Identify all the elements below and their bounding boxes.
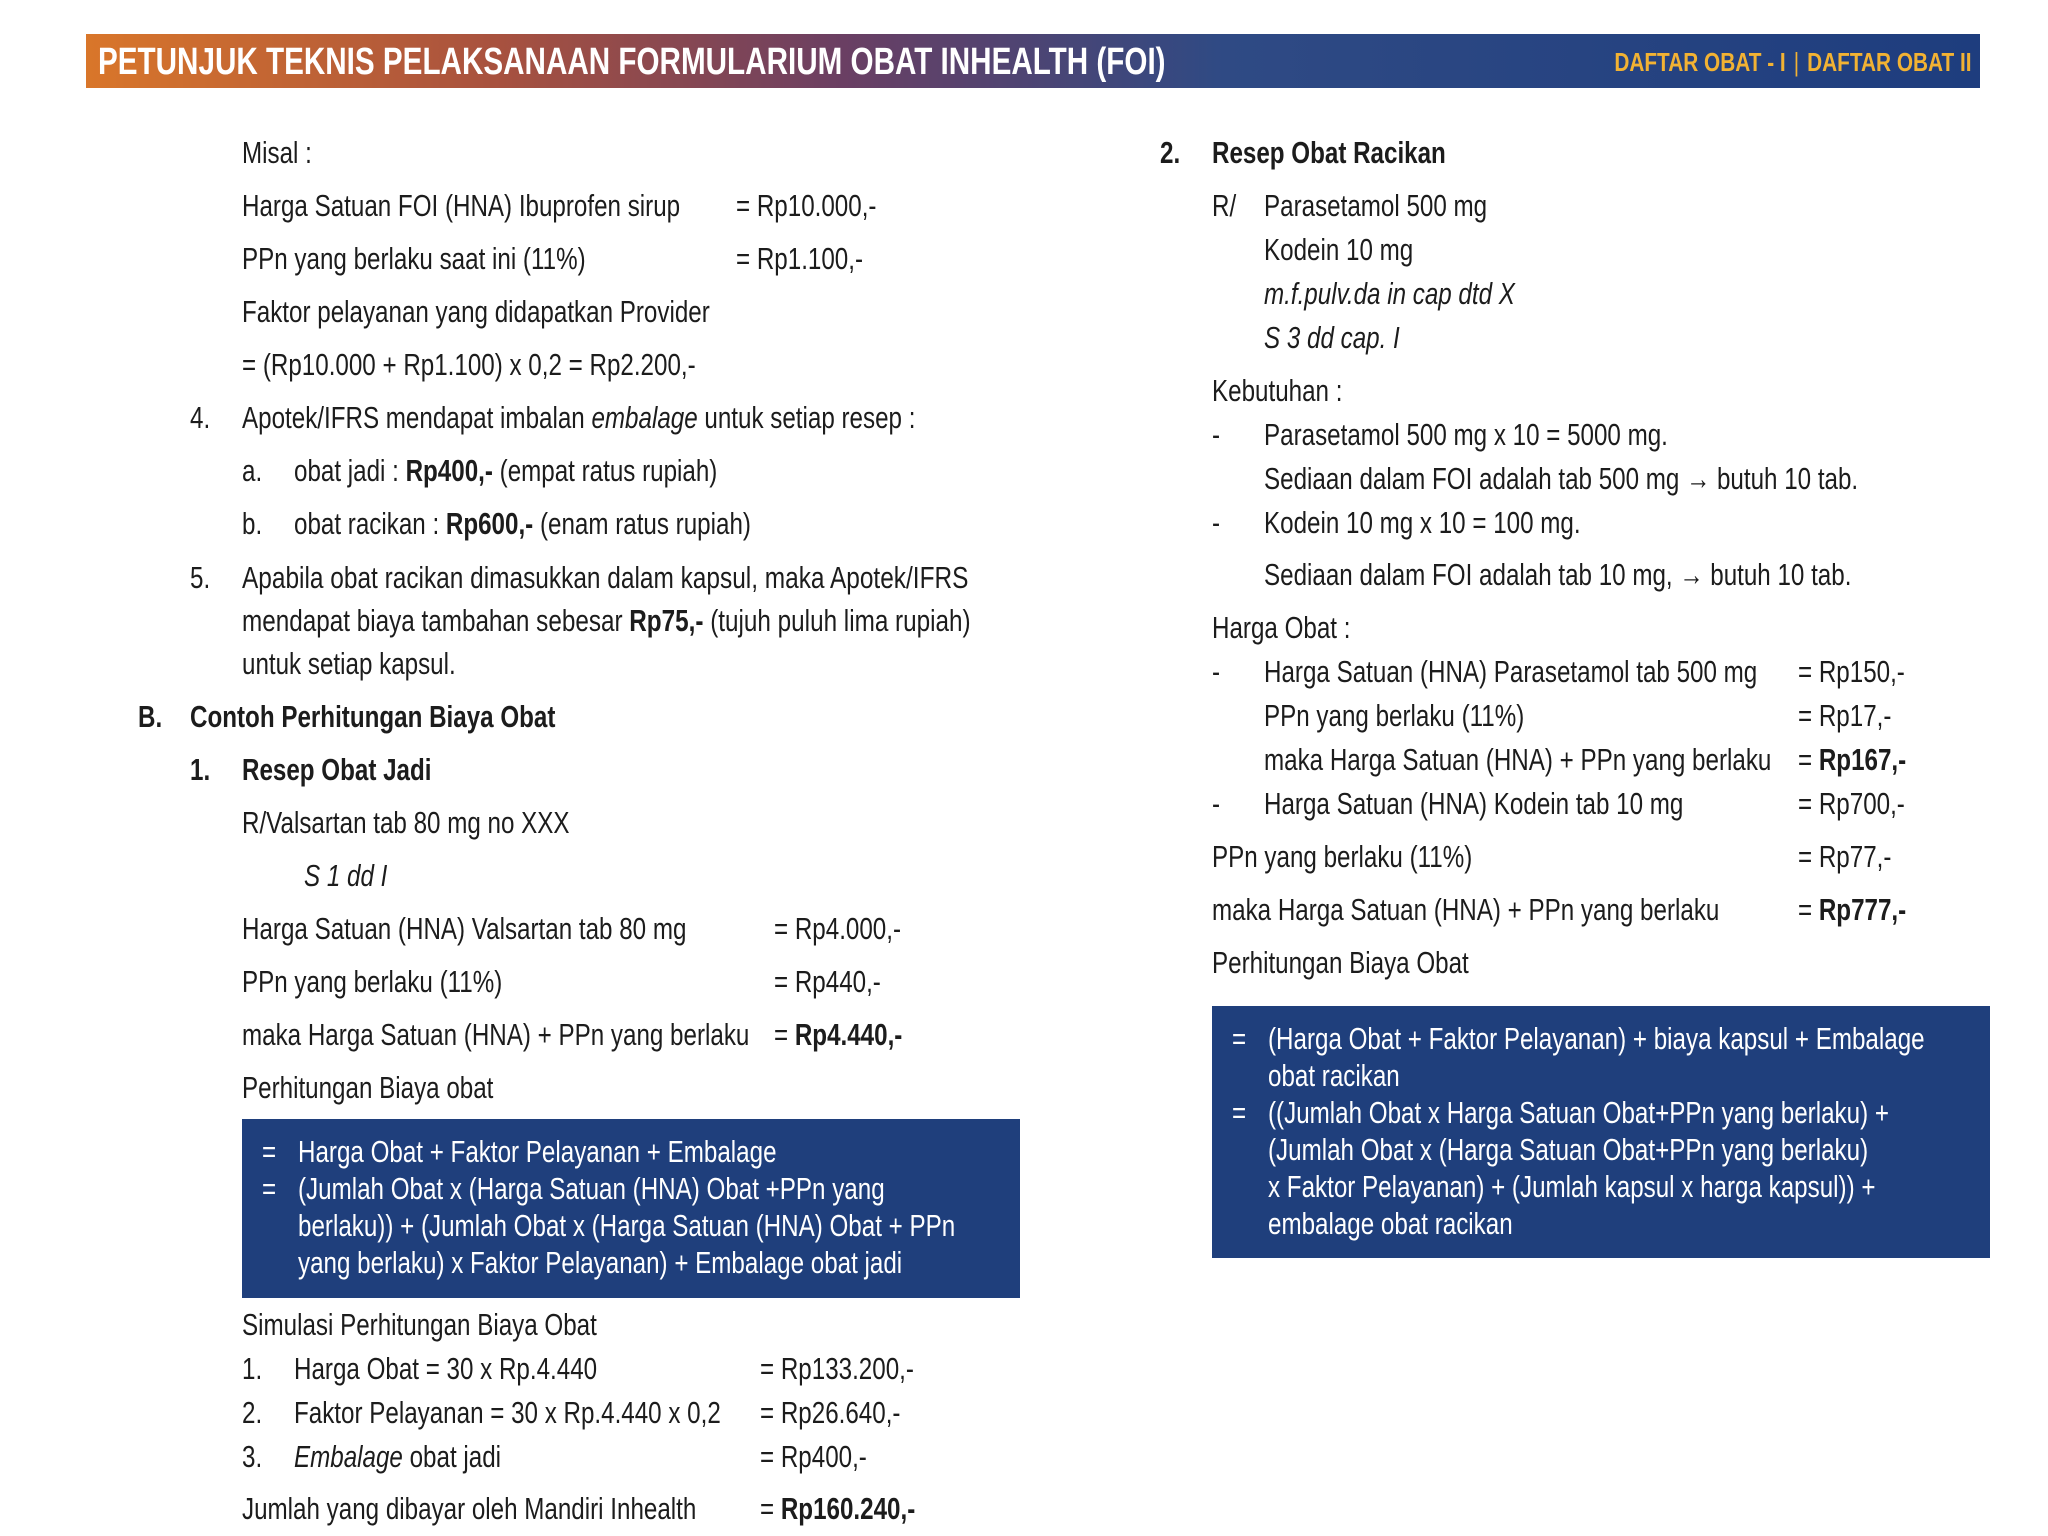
recipe-prefix: R/ <box>1212 188 1237 223</box>
drug-price-value-5: = Rp77,- <box>1798 839 1892 874</box>
subsection-2-number: 2. <box>1160 135 1181 170</box>
formula-line-1: Harga Obat + Faktor Pelayanan + Embalage <box>298 1134 777 1169</box>
example-value-1: = Rp10.000,- <box>736 188 877 223</box>
item-4-text: Apotek/IFRS mendapat imbalan embalage untuk setiap resep : <box>242 400 916 435</box>
drug-price-title: Harga Obat : <box>1212 610 1351 645</box>
recipe-line-4: S 3 dd cap. I <box>1264 320 1400 355</box>
drug-price-label-3: maka Harga Satuan (HNA) + PPn yang berlaku <box>1264 742 1772 777</box>
sim-2-label: Faktor Pelayanan = 30 x Rp.4.440 x 0,2 <box>294 1395 721 1430</box>
recipe-line-1: Parasetamol 500 mg <box>1264 188 1488 223</box>
formula-line-3: berlaku)) + (Jumlah Obat x (Harga Satuan (HNA) Obat + PPn <box>298 1208 956 1243</box>
page-header-bar <box>86 34 1980 88</box>
formula-line-4: yang berlaku) x Faktor Pelayanan) + Embalage obat jadi <box>298 1245 903 1280</box>
drug-price-label-4: Harga Satuan (HNA) Kodein tab 10 mg <box>1264 786 1684 821</box>
section-b-title: Contoh Perhitungan Biaya Obat <box>190 699 556 734</box>
simulation-title: Simulasi Perhitungan Biaya Obat <box>242 1307 597 1342</box>
drug-price-label-6: maka Harga Satuan (HNA) + PPn yang berlaku <box>1212 892 1720 927</box>
price-value-3: = Rp4.440,- <box>774 1017 903 1052</box>
formula-r-eq-2: = <box>1232 1095 1247 1130</box>
price-value-2: = Rp440,- <box>774 964 881 999</box>
needs-dash-1: - <box>1212 417 1221 452</box>
formula-r-line-5: x Faktor Pelayanan) + (Jumlah kapsul x harga kapsul)) + <box>1268 1169 1876 1204</box>
needs-line-1b: Sediaan dalam FOI adalah tab 500 mg → butuh 10 tab. <box>1264 461 1859 496</box>
price-value-1: = Rp4.000,- <box>774 911 902 946</box>
formula-r-eq-1: = <box>1232 1021 1247 1056</box>
sim-3-label: Embalage obat jadi <box>294 1439 502 1474</box>
item-5-number: 5. <box>190 560 211 595</box>
needs-title: Kebutuhan : <box>1212 373 1343 408</box>
example-value-2: = Rp1.100,- <box>736 241 864 276</box>
arrow-right-icon: → <box>1686 461 1711 496</box>
sim-1-number: 1. <box>242 1351 263 1386</box>
total-value: = Rp160.240,- <box>760 1491 916 1526</box>
header-nav <box>1615 44 1972 80</box>
item-5-line-2: mendapat biaya tambahan sebesar Rp75,- (tujuh puluh lima rupiah) <box>242 603 971 638</box>
price-dash-2: - <box>1212 786 1221 821</box>
item-5-line-3: untuk setiap kapsul. <box>242 646 456 681</box>
sim-2-value: = Rp26.640,- <box>760 1395 901 1430</box>
item-4a-text: obat jadi : Rp400,- (empat ratus rupiah) <box>294 453 718 488</box>
price-label-2: PPn yang berlaku (11%) <box>242 964 503 999</box>
item-4a-letter: a. <box>242 453 263 488</box>
drug-price-value-3: = Rp167,- <box>1798 742 1907 777</box>
section-b-letter: B. <box>138 699 163 734</box>
formula-eq-1: = <box>262 1134 277 1169</box>
example-label-2: PPn yang berlaku saat ini (11%) <box>242 241 586 276</box>
needs-line-2b: Sediaan dalam FOI adalah tab 10 mg, → butuh 10 tab. <box>1264 557 1852 592</box>
formula-line-2: (Jumlah Obat x (Harga Satuan (HNA) Obat +PPn yang <box>298 1171 885 1206</box>
drug-price-value-2: = Rp17,- <box>1798 698 1892 733</box>
item-5-line-1: Apabila obat racikan dimasukkan dalam kapsul, maka Apotek/IFRS <box>242 560 969 595</box>
calc-title-left: Perhitungan Biaya obat <box>242 1070 494 1105</box>
sim-1-label: Harga Obat = 30 x Rp.4.440 <box>294 1351 598 1386</box>
formula-eq-2: = <box>262 1171 277 1206</box>
needs-line-2: Kodein 10 mg x 10 = 100 mg. <box>1264 505 1581 540</box>
subsection-1-title: Resep Obat Jadi <box>242 752 432 787</box>
item-4b-letter: b. <box>242 506 263 541</box>
formula-r-line-4: (Jumlah Obat x (Harga Satuan Obat+PPn yang berlaku) <box>1268 1132 1869 1167</box>
misal-label: Misal : <box>242 135 312 170</box>
nav-daftar-obat-2[interactable]: DAFTAR OBAT II <box>1807 47 1972 77</box>
drug-price-value-4: = Rp700,- <box>1798 786 1905 821</box>
subsection-2-title: Resep Obat Racikan <box>1212 135 1446 170</box>
prescription-line: R/Valsartan tab 80 mg no XXX <box>242 805 570 840</box>
needs-line-1: Parasetamol 500 mg x 10 = 5000 mg. <box>1264 417 1668 452</box>
drug-price-label-1: Harga Satuan (HNA) Parasetamol tab 500 mg <box>1264 654 1758 689</box>
example-label-3: Faktor pelayanan yang didapatkan Provider <box>242 294 710 329</box>
price-label-3: maka Harga Satuan (HNA) + PPn yang berlaku <box>242 1017 750 1052</box>
formula-box-left <box>242 1119 1020 1298</box>
formula-r-line-2: obat racikan <box>1268 1058 1400 1093</box>
formula-box-right <box>1212 1006 1990 1258</box>
calc-title-right: Perhitungan Biaya Obat <box>1212 945 1469 980</box>
formula-r-line-1: (Harga Obat + Faktor Pelayanan) + biaya kapsul + Embalage <box>1268 1021 1925 1056</box>
drug-price-value-1: = Rp150,- <box>1798 654 1905 689</box>
arrow-right-icon: → <box>1679 557 1704 592</box>
total-label: Jumlah yang dibayar oleh Mandiri Inhealth <box>242 1491 697 1526</box>
recipe-line-2: Kodein 10 mg <box>1264 232 1414 267</box>
example-label-1: Harga Satuan FOI (HNA) Ibuprofen sirup <box>242 188 681 223</box>
example-formula: = (Rp10.000 + Rp1.100) x 0,2 = Rp2.200,- <box>242 347 696 382</box>
price-dash-1: - <box>1212 654 1221 689</box>
item-4b-text: obat racikan : Rp600,- (enam ratus rupiah) <box>294 506 751 541</box>
formula-r-line-3: ((Jumlah Obat x Harga Satuan Obat+PPn yang berlaku) + <box>1268 1095 1889 1130</box>
nav-daftar-obat-1[interactable]: DAFTAR OBAT - I <box>1614 47 1787 77</box>
sim-3-value: = Rp400,- <box>760 1439 867 1474</box>
item-4-number: 4. <box>190 400 211 435</box>
formula-r-line-6: embalage obat racikan <box>1268 1206 1513 1241</box>
price-label-1: Harga Satuan (HNA) Valsartan tab 80 mg <box>242 911 687 946</box>
document-title: PETUNJUK TEKNIS PELAKSANAAN FORMULARIUM OBAT INHEALTH (FOI) <box>98 41 1166 83</box>
drug-price-label-5: PPn yang berlaku (11%) <box>1212 839 1473 874</box>
nav-separator: | <box>1794 47 1800 77</box>
needs-dash-2: - <box>1212 505 1221 540</box>
drug-price-label-2: PPn yang berlaku (11%) <box>1264 698 1525 733</box>
subsection-1-number: 1. <box>190 752 211 787</box>
recipe-line-3: m.f.pulv.da in cap dtd X <box>1264 276 1515 311</box>
sim-2-number: 2. <box>242 1395 263 1430</box>
prescription-signa: S 1 dd I <box>304 858 388 893</box>
sim-1-value: = Rp133.200,- <box>760 1351 914 1386</box>
drug-price-value-6: = Rp777,- <box>1798 892 1907 927</box>
sim-3-number: 3. <box>242 1439 263 1474</box>
